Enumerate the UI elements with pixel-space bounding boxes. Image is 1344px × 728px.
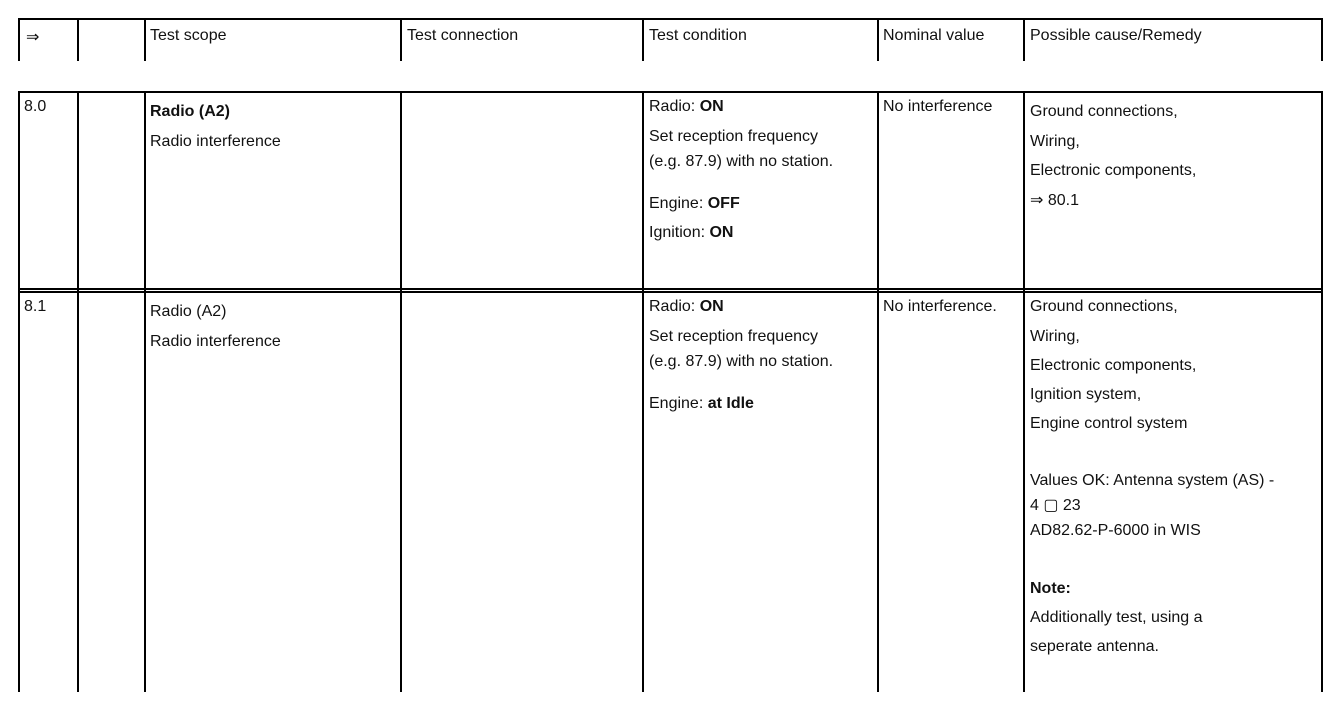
header-vline xyxy=(642,18,644,61)
body-vline xyxy=(400,91,402,692)
header-possible-cause: Possible cause/Remedy xyxy=(1030,27,1202,44)
remedy-line: Electronic components, xyxy=(1030,162,1197,179)
remedy-line: Wiring, xyxy=(1030,132,1080,150)
remedy-cell xyxy=(1030,297,1274,657)
condition-radio xyxy=(649,297,833,327)
condition-radio-value: ON xyxy=(699,298,724,315)
values-ok-line: 4 ▢ 23 xyxy=(1030,497,1081,514)
row-top-border xyxy=(18,291,1323,293)
header-nominal-value: Nominal value xyxy=(883,27,985,44)
body-vline xyxy=(144,91,146,692)
condition-engine xyxy=(649,394,833,414)
header-vline xyxy=(144,18,146,61)
condition-ignition xyxy=(649,223,833,243)
remedy-line: Ignition system, xyxy=(1030,386,1142,403)
condition-engine-value: OFF xyxy=(707,195,740,212)
condition-engine-label: Engine: xyxy=(649,395,708,412)
remedy-cell xyxy=(1030,97,1196,215)
remedy-reference-link[interactable]: ⇒ 80.1 xyxy=(1030,191,1079,209)
nominal-value-cell: No interference. xyxy=(883,298,997,315)
condition-frequency-line: Set reception frequency xyxy=(649,328,818,345)
row-step-number: 8.1 xyxy=(24,298,47,315)
condition-frequency-line: Set reception frequency xyxy=(649,128,818,145)
header-top-border xyxy=(18,18,1323,20)
body-vline xyxy=(877,91,879,692)
condition-radio-label: Radio: xyxy=(649,298,700,315)
scope-subtitle: Radio interference xyxy=(150,133,281,150)
test-scope-cell xyxy=(150,97,281,157)
condition-frequency-line: (e.g. 87.9) with no station. xyxy=(649,353,834,370)
scope-title: Radio (A2) xyxy=(150,303,227,320)
body-vline xyxy=(77,91,79,692)
note-line: Additionally test, using a xyxy=(1030,609,1203,626)
condition-frequency-line: (e.g. 87.9) with no station. xyxy=(649,153,834,170)
row-bottom-border xyxy=(18,288,1323,290)
remedy-line: Electronic components, xyxy=(1030,357,1197,374)
header-vline xyxy=(18,18,20,61)
condition-engine-label: Engine: xyxy=(649,195,708,212)
wis-reference-link[interactable]: AD82.62-P-6000 in WIS xyxy=(1030,522,1201,539)
test-condition-cell xyxy=(649,297,833,414)
remedy-line: Engine control system xyxy=(1030,415,1188,432)
body-vline xyxy=(1023,91,1025,692)
row-step-number: 8.0 xyxy=(24,98,47,115)
nominal-value-cell: No interference xyxy=(883,98,993,115)
test-condition-cell xyxy=(649,97,833,243)
header-vline xyxy=(1023,18,1025,61)
header-vline xyxy=(400,18,402,61)
condition-radio-label: Radio: xyxy=(649,98,700,115)
row-top-border xyxy=(18,91,1323,93)
header-test-scope: Test scope xyxy=(150,27,227,44)
remedy-line: Ground connections, xyxy=(1030,298,1178,315)
scope-title: Radio (A2) xyxy=(150,103,230,120)
condition-ignition-value: ON xyxy=(709,224,734,241)
body-vline xyxy=(642,91,644,692)
header-arrow: ⇒ xyxy=(26,29,40,46)
header-vline xyxy=(877,18,879,61)
condition-radio xyxy=(649,97,833,127)
scope-subtitle: Radio interference xyxy=(150,333,281,350)
test-scope-cell xyxy=(150,297,281,357)
condition-engine-value: at Idle xyxy=(707,395,754,412)
condition-radio-value: ON xyxy=(699,98,724,115)
remedy-line: Wiring, xyxy=(1030,328,1080,345)
body-vline xyxy=(1321,91,1323,692)
header-vline xyxy=(77,18,79,61)
header-test-connection: Test connection xyxy=(407,27,519,44)
body-vline xyxy=(18,91,20,692)
header-vline xyxy=(1321,18,1323,61)
header-test-condition: Test condition xyxy=(649,27,747,44)
condition-ignition-label: Ignition: xyxy=(649,224,710,241)
condition-engine xyxy=(649,194,833,223)
note-label: Note: xyxy=(1030,580,1071,597)
note-line: seperate antenna. xyxy=(1030,638,1159,655)
remedy-line: Ground connections, xyxy=(1030,103,1178,120)
values-ok-line: Values OK: Antenna system (AS) - xyxy=(1030,472,1275,489)
